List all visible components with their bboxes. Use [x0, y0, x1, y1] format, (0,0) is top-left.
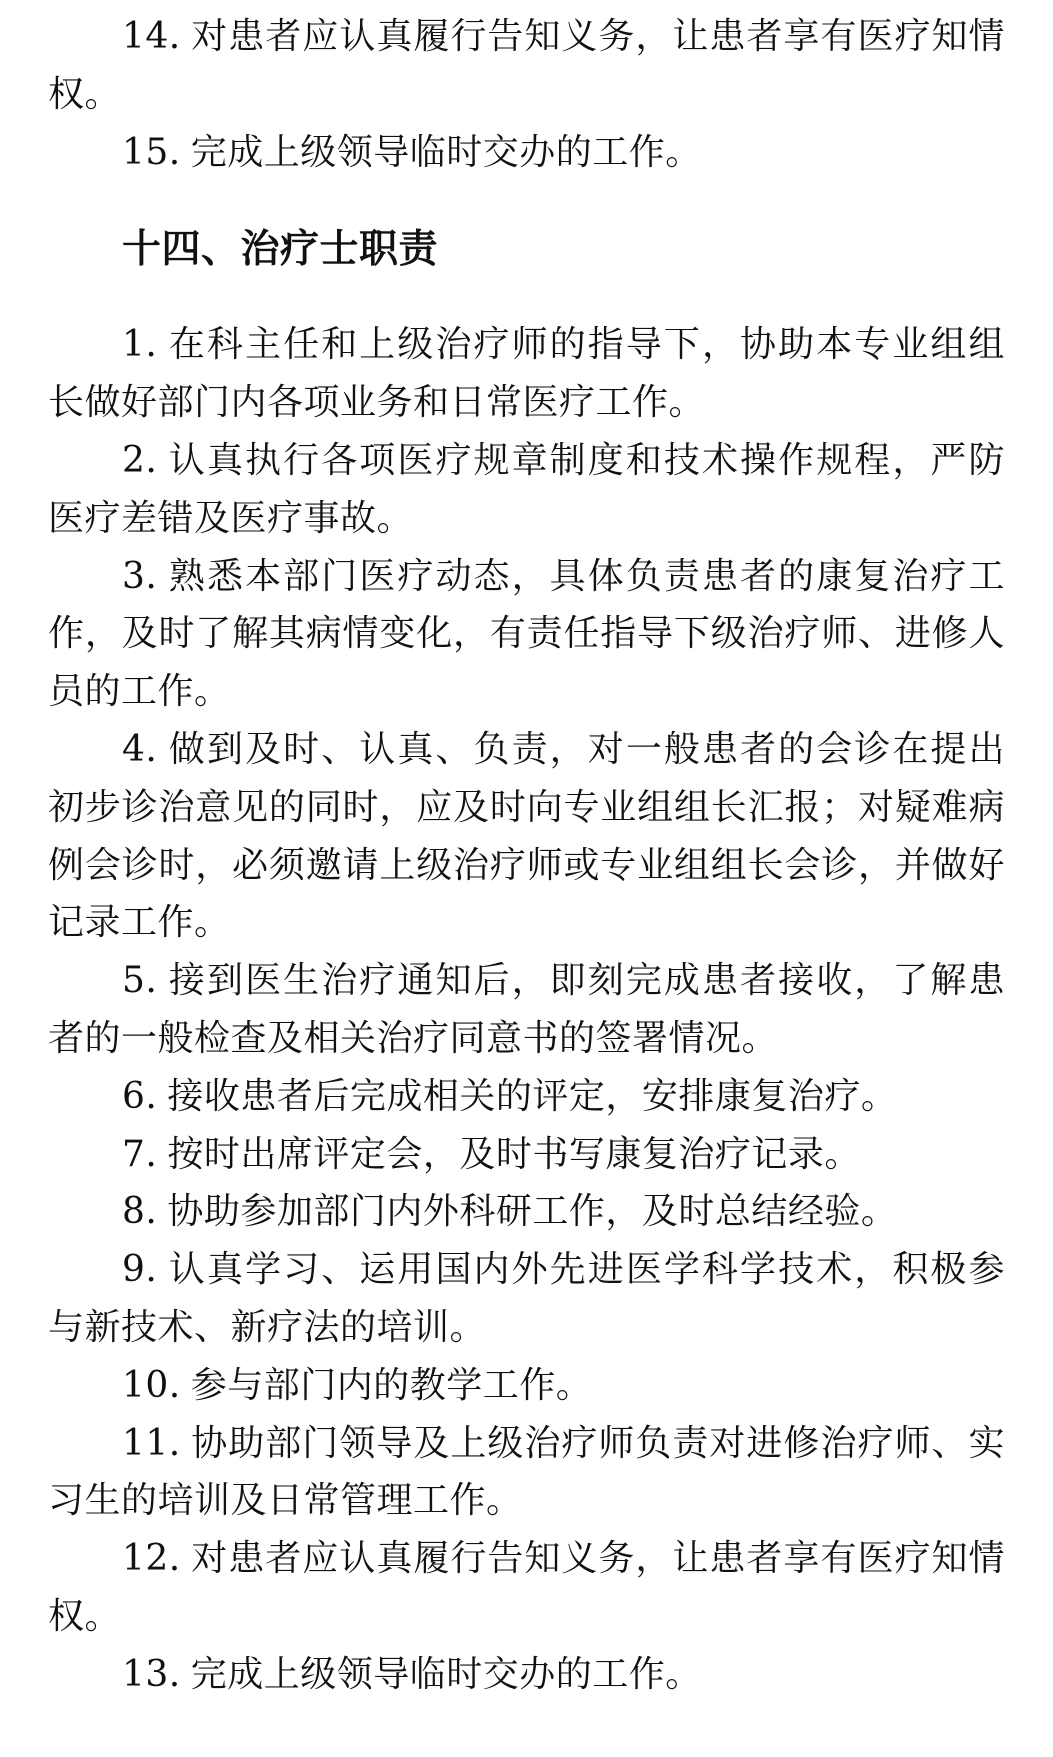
item-number: 6. [122, 1075, 158, 1117]
item-text: 按时出席评定会，及时书写康复治疗记录。 [167, 1133, 861, 1175]
item-number: 5. [122, 960, 158, 1002]
list-item [48, 1126, 1005, 1184]
item-number: 9. [122, 1249, 158, 1291]
list-item [48, 1068, 1005, 1126]
item-text: 认真执行各项医疗规章制度和技术操作规程，严防医疗差错及医疗事故。 [48, 439, 1005, 539]
item-text: 做到及时、认真、负责，对一般患者的会诊在提出初步诊治意见的同时，应及时向专业组组长汇报；对疑难病例会诊时，必须邀请上级治疗师或专业组组长会诊，并做好记录工作。 [48, 728, 1005, 944]
item-number: 3. [122, 555, 158, 597]
list-item [48, 1646, 1005, 1704]
list-item [48, 548, 1005, 721]
item-number: 1. [122, 324, 158, 366]
list-item [48, 1357, 1005, 1415]
list-item [48, 8, 1005, 124]
item-text: 协助参加部门内外科研工作，及时总结经验。 [167, 1191, 898, 1233]
list-item [48, 1415, 1005, 1531]
list-item [48, 316, 1005, 432]
item-text: 熟悉本部门医疗动态，具体负责患者的康复治疗工作，及时了解其病情变化，有责任指导下级治疗师、进修人员的工作。 [48, 555, 1005, 713]
item-text: 对患者应认真履行告知义务，让患者享有医疗知情权。 [48, 1538, 1005, 1637]
item-number: 15. [122, 131, 181, 173]
item-number: 8. [122, 1191, 158, 1233]
list-item [48, 721, 1005, 952]
item-text: 接到医生治疗通知后，即刻完成患者接收，了解患者的一般检查及相关治疗同意书的签署情况。 [48, 960, 1005, 1059]
item-text: 参与部门内的教学工作。 [190, 1364, 593, 1406]
item-number: 14. [122, 16, 181, 57]
item-text: 认真学习、运用国内外先进医学科学技术，积极参与新技术、新疗法的培训。 [48, 1249, 1005, 1348]
item-text: 接收患者后完成相关的评定，安排康复治疗。 [167, 1075, 898, 1117]
section-heading: 十四、治疗士职责 [122, 227, 439, 273]
item-number: 7. [122, 1133, 158, 1175]
item-text: 完成上级领导临时交办的工作。 [190, 1653, 702, 1695]
item-number: 13. [122, 1653, 181, 1695]
item-text: 完成上级领导临时交办的工作。 [190, 131, 702, 173]
list-item [48, 124, 1005, 182]
item-number: 11. [122, 1422, 181, 1464]
list-item [48, 1530, 1005, 1646]
item-number: 2. [122, 439, 158, 481]
list-item [48, 432, 1005, 548]
list-item [48, 1241, 1005, 1357]
item-number: 10. [122, 1364, 181, 1406]
item-text: 协助部门领导及上级治疗师负责对进修治疗师、实习生的培训及日常管理工作。 [48, 1422, 1005, 1522]
item-text: 对患者应认真履行告知义务，让患者享有医疗知情权。 [48, 16, 1005, 115]
item-text: 在科主任和上级治疗师的指导下，协助本专业组组长做好部门内各项业务和日常医疗工作。 [48, 324, 1005, 424]
item-number: 12. [122, 1538, 181, 1580]
item-number: 4. [122, 728, 158, 770]
list-item [48, 952, 1005, 1068]
list-item [48, 1183, 1005, 1241]
